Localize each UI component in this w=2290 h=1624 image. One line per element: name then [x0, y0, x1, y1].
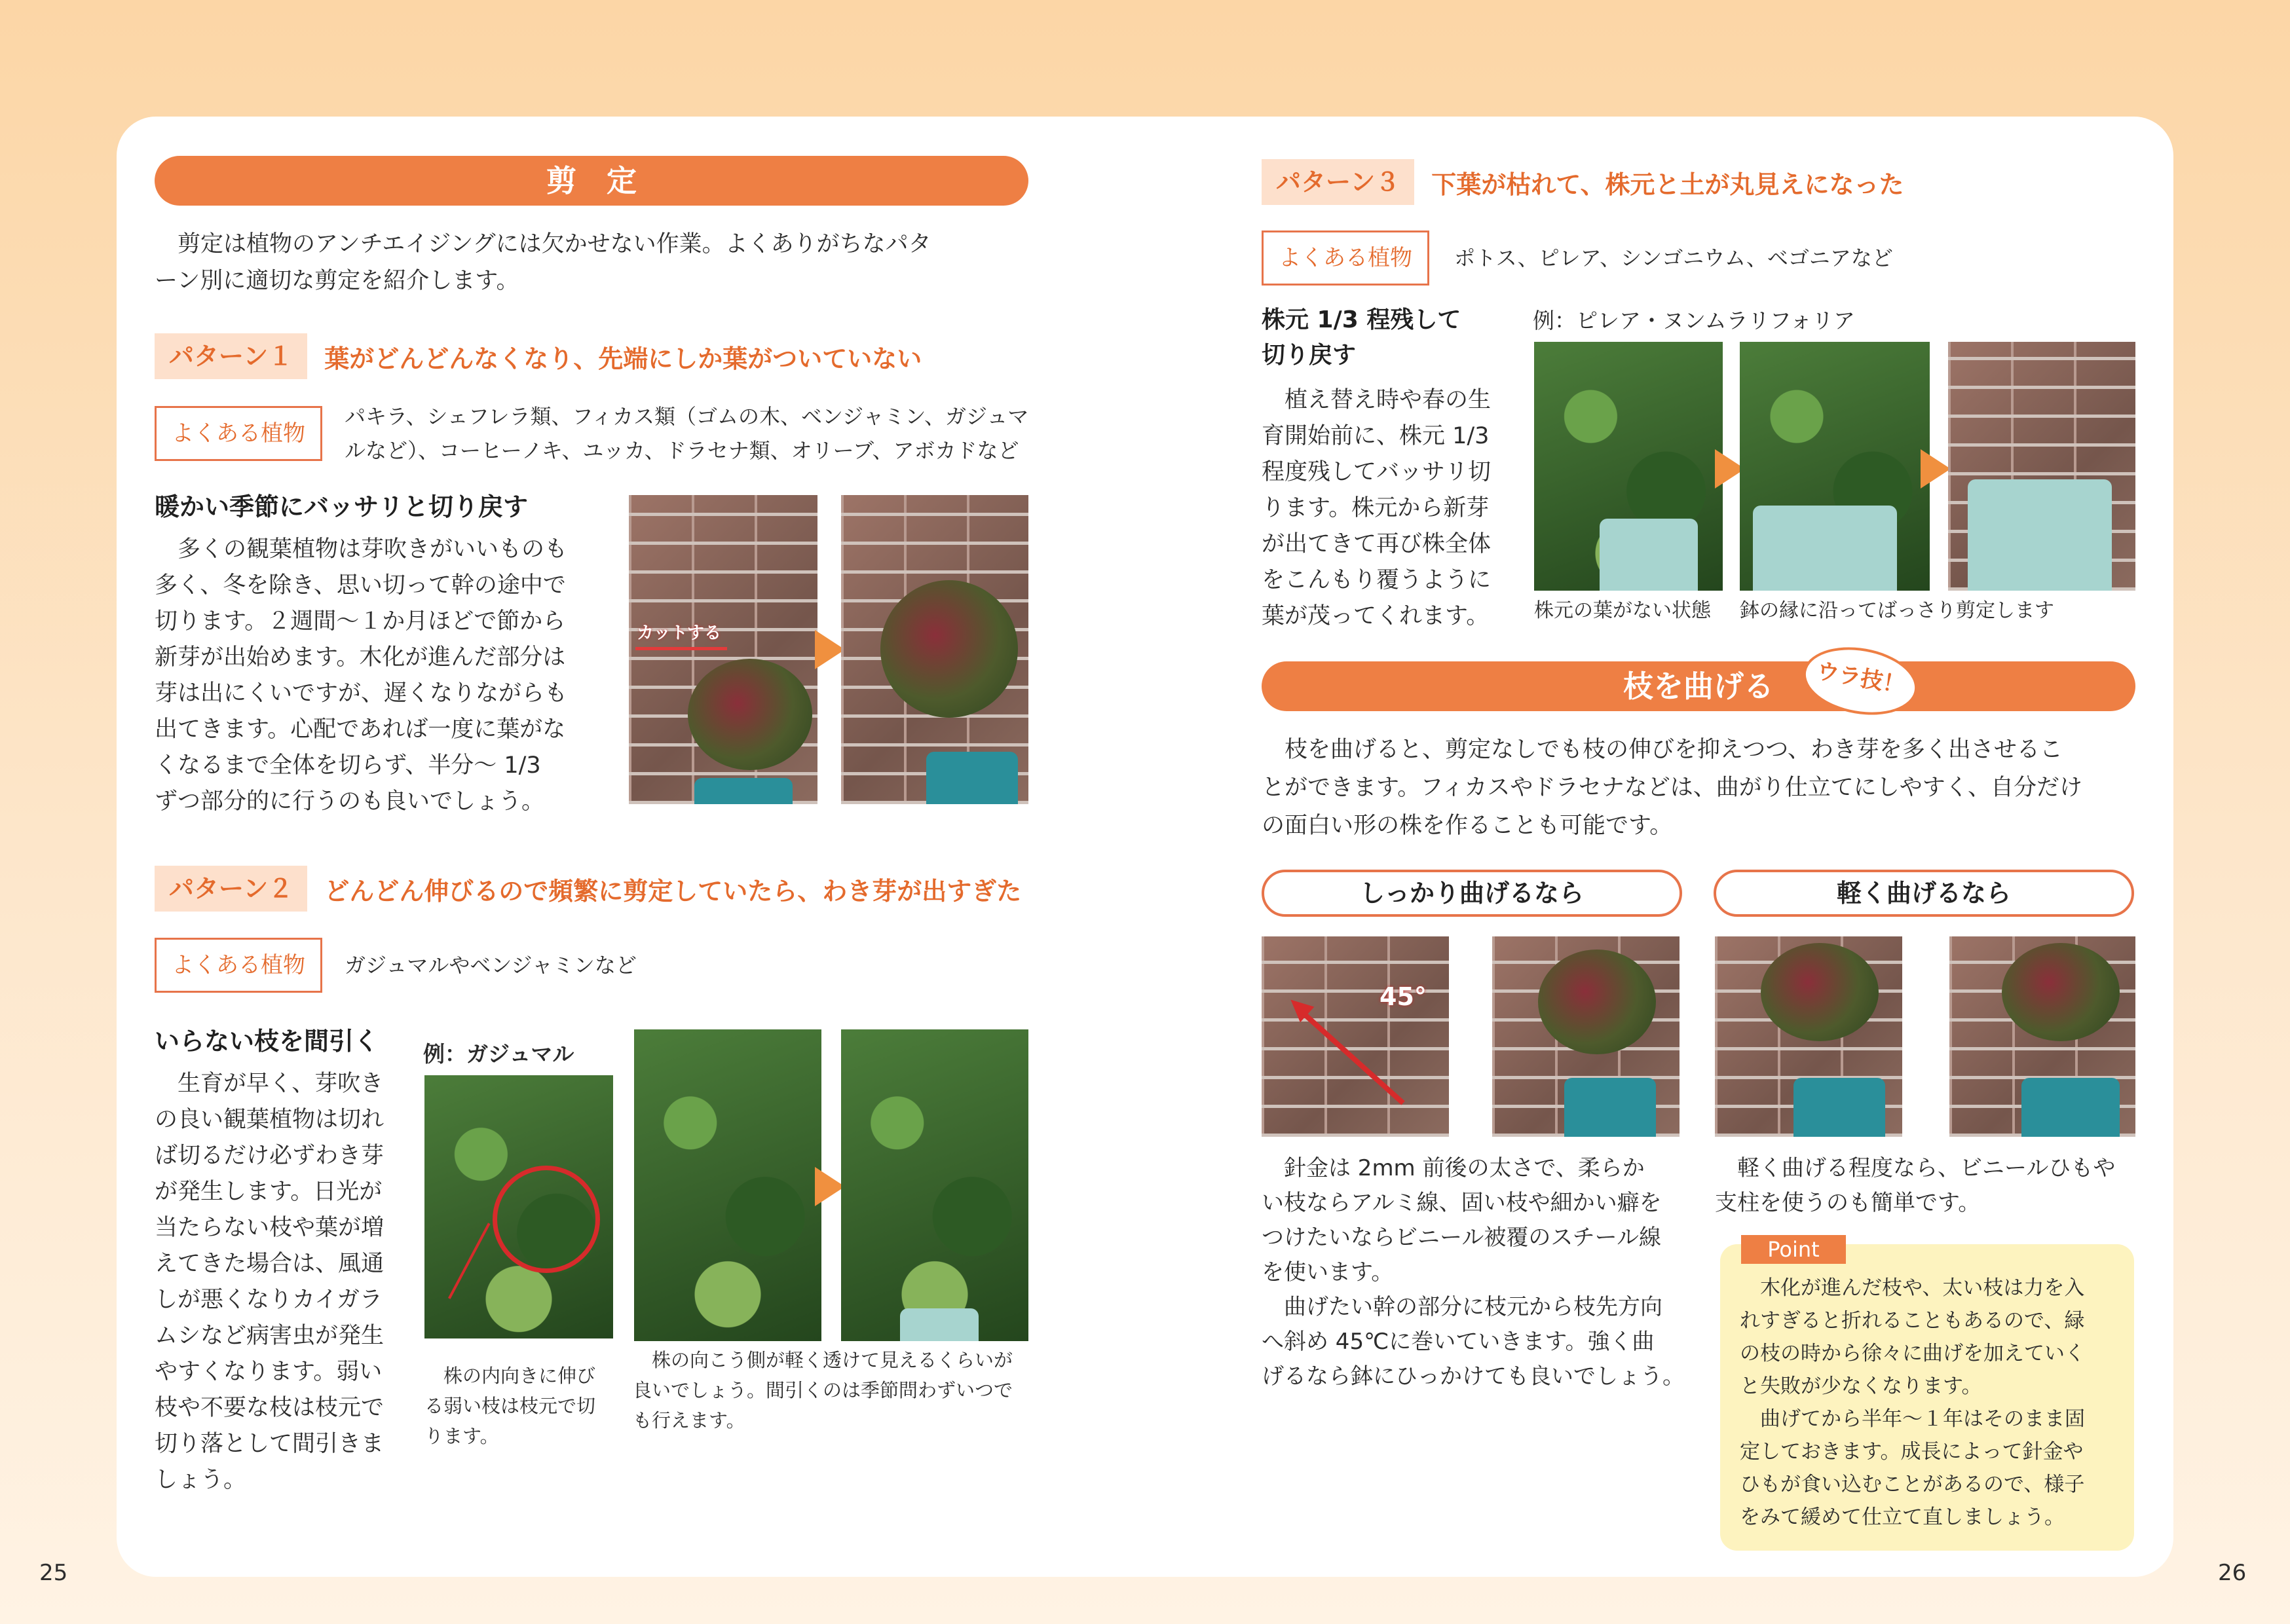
- strong-bend-body: 針金は 2mm 前後の太さで、柔らか い枝ならアルミ線、固い枝や細かい癖を つけたいならビニール被覆のスチール線 を使います。 曲げたい幹の部分に枝元から枝先方向 へ斜め 45℃に巻いていきます。強く曲 げるなら鉢にひっかけても良いでしょう。: [1262, 1155, 1685, 1390]
- plant-foliage: [1538, 950, 1656, 1054]
- pattern1-subhead: 暖かい季節にバッサリと切り戻す: [155, 492, 529, 521]
- light-bend-heading: 軽く曲げるなら: [1714, 870, 2134, 917]
- light-bend-body: 軽く曲げる程度なら、ビニールひもや 支柱を使うのも簡単です。: [1715, 1155, 2116, 1216]
- pattern3-caption-2: 鉢の縁に沿ってばっさり剪定します: [1740, 599, 2054, 622]
- pattern2-header: [155, 866, 1021, 912]
- strong-bend-heading: しっかり曲げるなら: [1262, 870, 1682, 917]
- pattern1-header: [155, 333, 922, 379]
- plant-foliage: [880, 580, 1018, 718]
- pattern2-caption-closeup: 株の内向きに伸び る弱い枝は枝元で切 ります。: [424, 1365, 596, 1447]
- plant-pot: [900, 1308, 979, 1341]
- arrow-right-icon: [1921, 449, 1951, 489]
- pattern3-subhead: 株元 1/3 程残して 切り戻す: [1262, 306, 1461, 369]
- pattern2-common-label: よくある植物: [155, 938, 322, 993]
- page-number-left: 25: [39, 1560, 68, 1586]
- pattern1-common-plants: パキラ、シェフレラ類、フィカス類（ゴムの木、ベンジャミン、ガジュマ ルなど）、コーヒーノキ、ユッカ、ドラセナ類、オリーブ、アボカドなど: [345, 404, 1029, 463]
- pattern2-common-plants: ガジュマルやベンジャミンなど: [345, 953, 637, 978]
- pattern3-example: 例：ピレア・ヌンムラリフォリア: [1533, 308, 1856, 333]
- pattern2-photo-closeup: [424, 1075, 613, 1338]
- pattern1-label: パターン１: [155, 333, 307, 379]
- pruning-intro: 剪定は植物のアンチエイジングには欠かせない作業。よくありがちなパタ ーン別に適切な剪定を紹介します。: [155, 231, 931, 294]
- page-number-right: 26: [2218, 1560, 2247, 1586]
- plant-pot: [1564, 1078, 1656, 1137]
- pattern2-caption-compare: 株の向こう側が軽く透けて見えるくらいが 良いでしょう。間引くのは季節問わずいつで も行えます。: [633, 1349, 1013, 1431]
- pattern3-header: [1262, 159, 1904, 205]
- pattern3-photo-2: [1740, 342, 1930, 591]
- pattern1-photo-before: [629, 495, 817, 804]
- pattern2-title: どんどん伸びるので頻繁に剪定していたら、わき芽が出すぎた: [324, 876, 1022, 906]
- pattern2-photo-before: [634, 1029, 821, 1341]
- point-text: 木化が進んだ枝や、太い枝は力を入 れすぎると折れることもあるので、緑 の枝の時から徐々に曲げを加えていく と失敗が少なくなります。 曲げてから半年～１年はそのまま固 定しておきます。成長によって針金や ひもが食い込むことがあるので、様子 をみて緩めて仕立て直しましょう。: [1740, 1276, 2085, 1529]
- pattern3-body: 植え替え時や春の生 育開始前に、株元 1/3 程度残してバッサリ切 ります。株元から新芽 が出てきて再び株全体 をこんもり覆うように 葉が茂ってくれます。: [1262, 387, 1492, 629]
- pattern1-body: 多くの観葉植物は芽吹きがいいものも 多く、冬を除き、思い切って幹の途中で 切ります。２週間～１か月ほどで節から 新芽が出始めます。木化が進んだ部分は 芽は出にくいですが、遅くなりながらも 出てきます。心配であれば一度に葉がな くなるまで全体を切らず、半分～ 1/3 ずつ部分的に行うのも良いでしょう。: [155, 536, 568, 815]
- pattern2-label: パターン２: [155, 866, 307, 912]
- light-bend-photo-2: [1949, 936, 2135, 1137]
- point-label: Point: [1741, 1235, 1846, 1264]
- plant-pot: [1968, 479, 2112, 591]
- plant-pot: [1753, 506, 1897, 591]
- plant-pot: [2021, 1078, 2120, 1137]
- highlight-circle-icon: [493, 1166, 600, 1273]
- pattern3-label: パターン３: [1262, 159, 1414, 205]
- wire-arrow-icon: [1299, 1009, 1404, 1105]
- plant-pot: [694, 778, 793, 804]
- pointer-line-icon: [448, 1223, 491, 1299]
- pattern2-photo-after: [841, 1029, 1028, 1341]
- angle-label: 45°: [1380, 982, 1427, 1011]
- pattern3-caption-1: 株元の葉がない状態: [1534, 599, 1711, 622]
- pattern3-common-plants: ポトス、ピレア、シンゴニウム、ベゴニアなど: [1454, 246, 1893, 270]
- plant-pot: [1600, 519, 1698, 591]
- pattern3-photo-3: [1948, 342, 2135, 591]
- cut-line-icon: [635, 647, 727, 650]
- cut-label: カットする: [637, 623, 721, 643]
- ura-waza-badge: ウラ技！: [1798, 638, 1923, 723]
- pattern3-common-label: よくある植物: [1262, 231, 1429, 286]
- pattern3-title: 下葉が枯れて、株元と土が丸見えになった: [1431, 170, 1904, 199]
- pattern2-subhead: いらない枝を間引く: [155, 1027, 379, 1056]
- plant-pot: [926, 752, 1018, 804]
- pattern2-body: 生育が早く、芽吹き の良い観葉植物は切れ ば切るだけ必ずわき芽 が発生します。日光が 当たらない枝や葉が増 えてきた場合は、風通 しが悪くなりカイガラ ムシなど病害虫が発生 やすくなります。弱い 枝や不要な枝は枝元で 切り落として間引きま しょう。: [155, 1071, 385, 1493]
- bend-banner-title: 枝を曲げる: [1623, 669, 1774, 704]
- light-bend-photo-1: [1715, 936, 1902, 1137]
- pruning-banner-title: 剪 定: [546, 163, 637, 198]
- strong-bend-photo-wire: [1262, 936, 1449, 1137]
- pattern2-example: 例：ガジュマル: [423, 1041, 574, 1067]
- pattern1-title: 葉がどんどんなくなり、先端にしか葉がついていない: [324, 344, 922, 373]
- bend-intro: 枝を曲げると、剪定なしでも枝の伸びを抑えつつ、わき芽を多く出させるこ とができます。フィカスやドラセナなどは、曲がり仕立てにしやすく、自分だけ の面白い形の株を作ることも可能です。: [1262, 737, 2083, 839]
- plant-foliage: [688, 659, 812, 770]
- plant-pot: [1793, 1078, 1885, 1137]
- bend-banner: [1262, 661, 2135, 711]
- pattern3-photo-1: [1534, 342, 1723, 591]
- pruning-banner: [155, 156, 1028, 206]
- pattern1-common-label: よくある植物: [155, 406, 322, 461]
- plant-foliage: [2002, 943, 2120, 1041]
- strong-bend-photo-result: [1492, 936, 1680, 1137]
- pattern1-photo-after: [841, 495, 1028, 804]
- plant-foliage: [1761, 943, 1879, 1041]
